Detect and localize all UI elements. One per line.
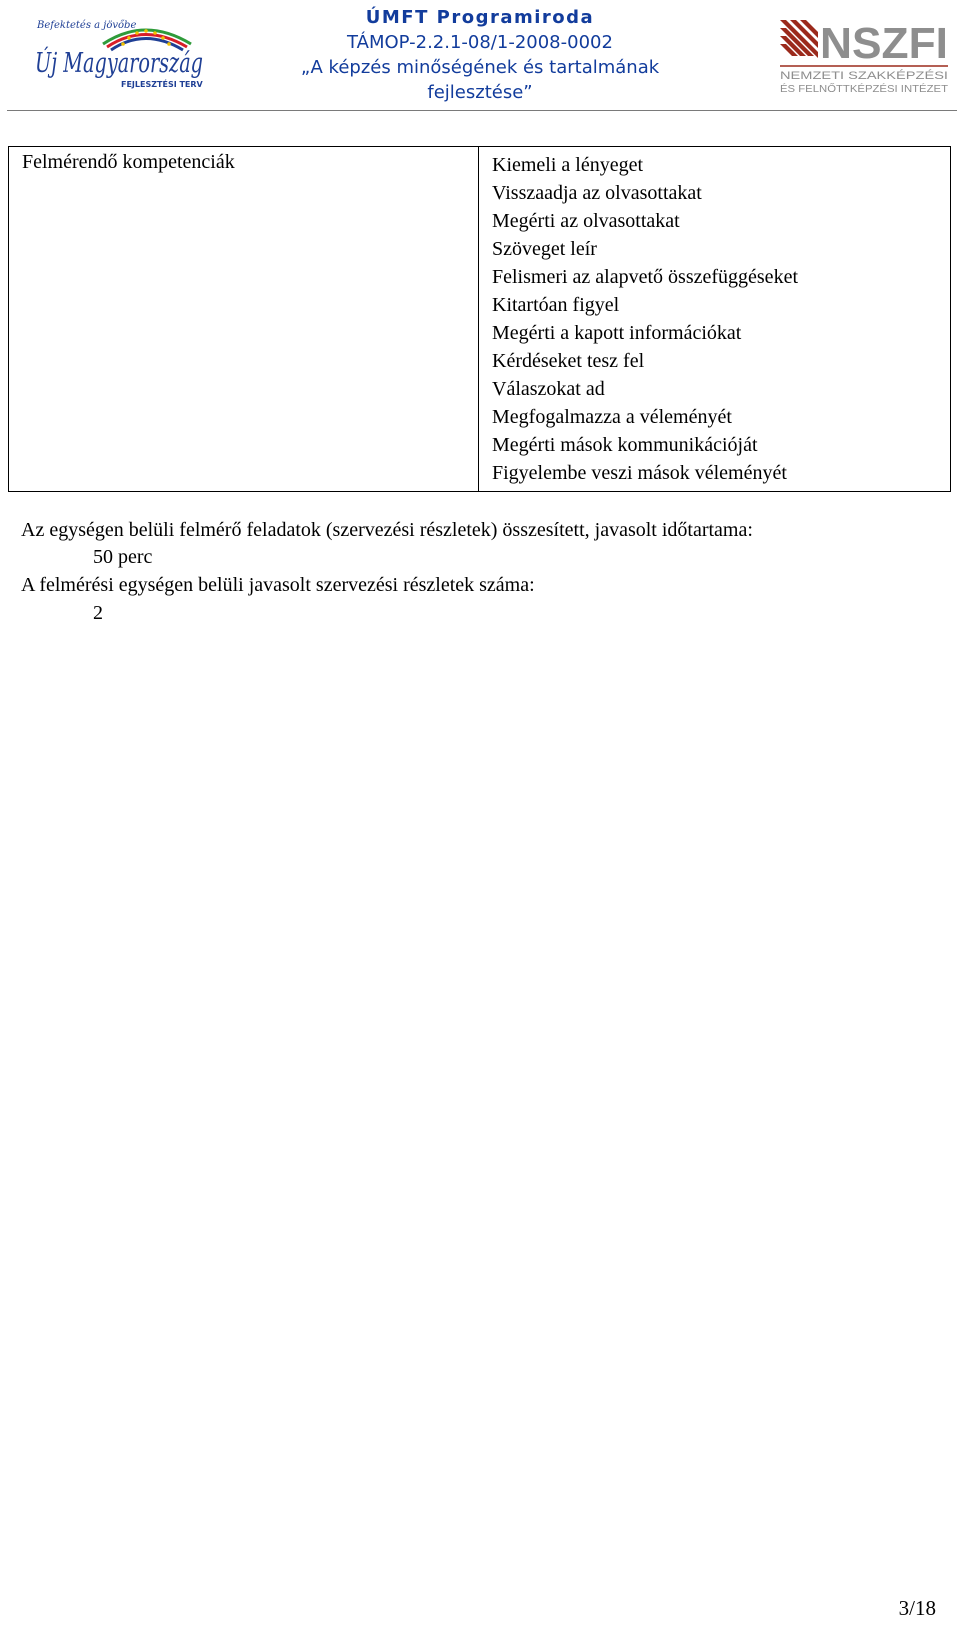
page-number: 3/18 bbox=[898, 1596, 936, 1620]
uj-magyarorszag-logo bbox=[33, 14, 271, 92]
competency-label-cell bbox=[9, 147, 479, 492]
office-name: ÚMFT Programiroda bbox=[365, 7, 595, 28]
page-header bbox=[0, 0, 960, 112]
list-item: Kérdéseket tesz fel bbox=[492, 350, 645, 372]
duration-value: 50 perc bbox=[93, 546, 153, 568]
list-item: Kiemeli a lényeget bbox=[492, 154, 644, 176]
list-item: Megérti mások kommunikációját bbox=[492, 434, 758, 456]
list-item: Visszaadja az olvasottakat bbox=[492, 182, 702, 204]
nszfi-line2: ÉS FELNŐTTKÉPZÉSI INTÉZET bbox=[780, 83, 936, 95]
nszfi-mark-icon bbox=[780, 20, 818, 58]
competency-list-cell bbox=[479, 147, 951, 492]
list-item: Felismeri az alapvető összefüggéseket bbox=[492, 266, 798, 288]
competency-list bbox=[492, 151, 938, 487]
duration-label: Az egységen belüli felmérő feladatok (szervezési részletek) összesített, javasolt időtartama: bbox=[21, 519, 753, 541]
header-divider bbox=[7, 110, 957, 111]
project-title-line1: „A képzés minőségének és tartalmának bbox=[300, 57, 660, 78]
nszfi-line1: NEMZETI SZAKKÉPZÉSI bbox=[780, 70, 907, 82]
list-item: Válaszokat ad bbox=[492, 378, 605, 400]
project-code: TÁMOP-2.2.1-08/1-2008-0002 bbox=[347, 32, 613, 53]
logo-subline: FEJLESZTÉSI TERV bbox=[121, 80, 203, 89]
logo-wordmark: Új Magyarország bbox=[35, 48, 271, 79]
table-row bbox=[9, 147, 951, 492]
nszfi-logo bbox=[780, 14, 950, 94]
list-item: Kitartóan figyel bbox=[492, 294, 620, 316]
competency-label: Felmérendő kompetenciák bbox=[22, 151, 235, 173]
header-title-block bbox=[290, 6, 670, 105]
project-title-line2: fejlesztése” bbox=[427, 82, 533, 103]
count-label: A felmérési egységen belüli javasolt szervezési részletek száma: bbox=[21, 574, 535, 596]
list-item: Megérti a kapott információkat bbox=[492, 322, 742, 344]
nszfi-wordmark: NSZFI bbox=[820, 19, 948, 68]
logo-tagline: Befektetés a jövőbe bbox=[37, 20, 137, 31]
count-value: 2 bbox=[93, 602, 103, 624]
competency-table bbox=[8, 146, 951, 492]
list-item: Figyelembe veszi mások véleményét bbox=[492, 462, 787, 484]
list-item: Megfogalmazza a véleményét bbox=[492, 406, 732, 428]
list-item: Megérti az olvasottakat bbox=[492, 210, 680, 232]
list-item: Szöveget leír bbox=[492, 238, 597, 260]
